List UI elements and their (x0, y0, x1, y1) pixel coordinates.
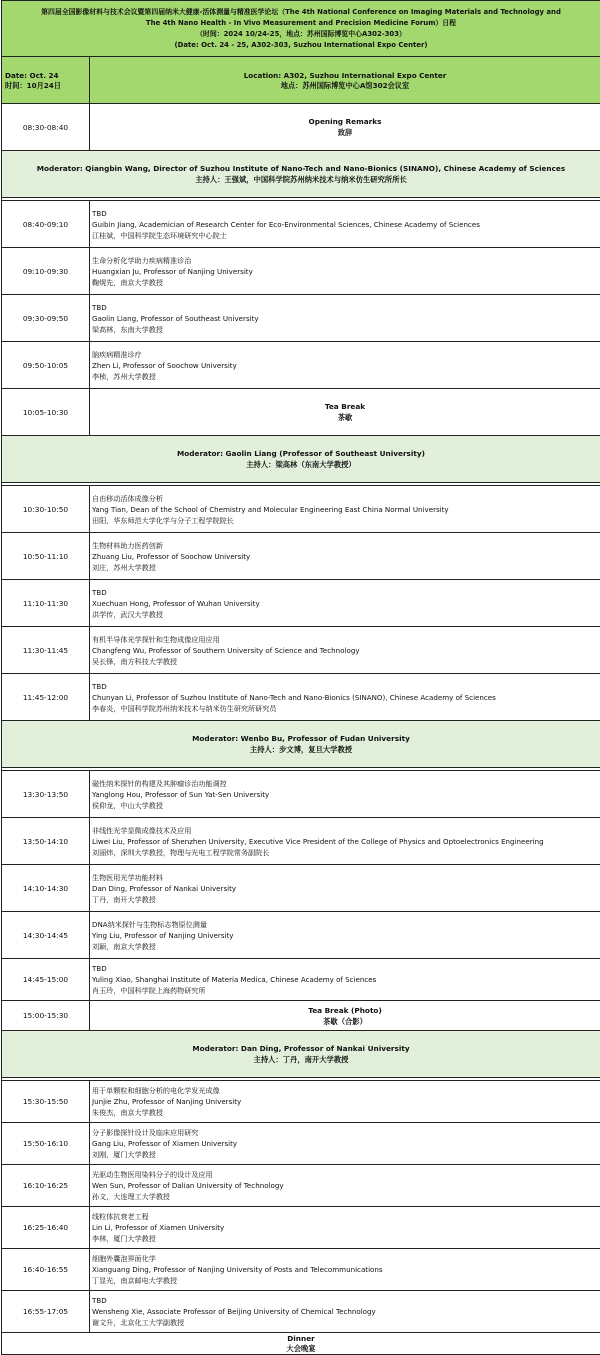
talk-cell (90, 248, 600, 294)
talk-row (2, 486, 600, 533)
talk-cell (90, 627, 600, 673)
time-cell: 09:30-09:50 (2, 295, 90, 341)
time-cell: 11:45-12:00 (2, 674, 90, 720)
date-cell (2, 57, 90, 103)
moderator-row (2, 151, 600, 198)
break-cell (90, 1001, 600, 1030)
speaker-cn: 谢文升，北京化工大学副教授 (92, 1318, 185, 1327)
speaker-cn: 李林，厦门大学教授 (92, 1234, 156, 1243)
speaker-en: Junjie Zhu, Professor of Nanjing University (92, 1097, 242, 1106)
dinner-title-en: Dinner (287, 1333, 315, 1343)
speaker-en: Zhen Li, Professor of Soochow University (92, 360, 237, 370)
moderator-row (2, 1031, 600, 1078)
time-cell: 09:50-10:05 (2, 342, 90, 388)
talk-row (2, 1165, 600, 1207)
session-block-1 (2, 201, 600, 389)
schedule-table (1, 0, 600, 1355)
talk-cell (90, 674, 600, 720)
talk-title: 生物材料助力医药创新 (92, 540, 163, 550)
moderator-cn: 主持人：王强斌，中国科学院苏州纳米技术与纳米仿生研究所所长 (195, 175, 407, 184)
header-line-3: （时间：2024 10/24-25，地点：苏州国际博览中心A302-303） (196, 30, 406, 38)
speaker-cn: 江桂斌，中国科学院生态环境研究中心院士 (92, 230, 227, 240)
talk-title: 生物医用光学功能材料 (92, 872, 163, 882)
talk-row (2, 959, 600, 1001)
speaker-cn: 鞠熀先，南京大学教授 (92, 277, 163, 287)
speaker-en: Changfeng Wu, Professor of Southern University of Science and Technology (92, 645, 360, 655)
speaker-cn: 梁高林，东南大学教授 (92, 324, 163, 334)
speaker-en: Guibin Jiang, Academician of Research Center for Eco-Environmental Sciences, Chinese Academy of Sciences (92, 219, 480, 229)
time-cell: 16:25-16:40 (2, 1207, 90, 1248)
speaker-en: Zhuang Liu, Professor of Soochow University (92, 551, 251, 561)
conference-header (2, 0, 600, 57)
opening-row (2, 104, 600, 151)
talk-cell (90, 912, 600, 958)
talk-row (2, 1123, 600, 1165)
talk-row (2, 533, 600, 580)
speaker-en: Lin Li, Professor of Xiamen University (92, 1223, 225, 1232)
time-cell: 14:30-14:45 (2, 912, 90, 958)
talk-row (2, 295, 600, 342)
time-cell: 13:50-14:10 (2, 818, 90, 864)
time-cell: 16:55-17:05 (2, 1291, 90, 1332)
speaker-en: Gang Liu, Professor of Xiamen University (92, 1139, 238, 1148)
time-cell: 11:30-11:45 (2, 627, 90, 673)
talk-title: TBD (92, 302, 107, 312)
speaker-en: Xuechuan Hong, Professor of Wuhan University (92, 598, 260, 608)
speaker-cn: 吴长锋，南方科技大学教授 (92, 656, 178, 666)
talk-cell (90, 818, 600, 864)
speaker-cn: 洪学传，武汉大学教授 (92, 609, 163, 619)
location-cell (90, 57, 600, 103)
break-title-en: Tea Break (Photo) (308, 1005, 382, 1015)
speaker-en: Huangxian Ju, Professor of Nanjing University (92, 266, 253, 276)
talk-row (2, 1081, 600, 1123)
talk-row (2, 248, 600, 295)
talk-cell (90, 771, 600, 817)
opening-cell (90, 104, 600, 150)
speaker-cn: 肖玉玲，中国科学院上海药物研究所 (92, 986, 206, 995)
talk-row (2, 1207, 600, 1249)
talk-title: TBD (92, 208, 107, 218)
talk-title: 脑疾病精准诊疗 (92, 349, 142, 359)
talk-cell (90, 1291, 600, 1332)
time-cell: 14:10-14:30 (2, 865, 90, 911)
time-cell: 15:00-15:30 (2, 1001, 90, 1030)
speaker-cn: 朱俊杰，南京大学教授 (92, 1108, 163, 1117)
talk-cell (90, 865, 600, 911)
moderator-cn: 主持人：步文博，复旦大学教授 (249, 745, 353, 754)
talk-row (2, 342, 600, 389)
talk-cell (90, 295, 600, 341)
talk-row (2, 865, 600, 912)
speaker-cn: 孙文，大连理工大学教授 (92, 1192, 171, 1201)
speaker-en: Wensheng Xie, Associate Professor of Beijing University of Chemical Technology (92, 1307, 376, 1316)
break-title-en: Tea Break (324, 402, 366, 411)
time-cell: 15:30-15:50 (2, 1081, 90, 1122)
header-line-4: (Date: Oct. 24 - 25, A302-303, Suzhou International Expo Center) (174, 41, 428, 49)
talk-cell (90, 580, 600, 626)
talk-row (2, 580, 600, 627)
speaker-en: Yanglong Hou, Professor of Sun Yat-Sen University (92, 789, 270, 799)
talk-title: 线粒体抗衰老工程 (92, 1212, 149, 1221)
time-cell: 16:10-16:25 (2, 1165, 90, 1206)
talk-cell (90, 201, 600, 247)
moderator-row (2, 436, 600, 483)
break-cell (90, 389, 600, 435)
talk-title: TBD (92, 681, 107, 691)
talk-title: 非线性光学显微成像技术及应用 (92, 825, 192, 835)
session-block-3 (2, 771, 600, 1001)
speaker-en: Ying Liu, Professor of Nanjing University (92, 930, 234, 940)
moderator-en: Moderator: Qiangbin Wang, Director of Suzhou Institute of Nano-Tech and Nano-Bionics (SINANO), Chinese Academy of Sciences (36, 164, 566, 173)
speaker-cn: 丁丹，南开大学教授 (92, 894, 156, 904)
time-cell: 14:45-15:00 (2, 959, 90, 1000)
header-line-1: 第四届全国影像材料与技术会议暨第四届纳米大健康-活体测量与精准医学论坛（The 4th National Conference on Imaging Materials and Technology and (41, 8, 561, 16)
time-cell: 16:40-16:55 (2, 1249, 90, 1290)
moderator-en: Moderator: Gaolin Liang (Professor of Southeast University) (177, 449, 425, 458)
time-cell: 08:40-09:10 (2, 201, 90, 247)
opening-title-cn: 致辞 (337, 128, 353, 137)
moderator-cn: 主持人：梁高林（东南大学教授） (246, 460, 356, 469)
talk-cell (90, 1249, 600, 1290)
session-block-4 (2, 1081, 600, 1333)
speaker-cn: 李桢，苏州大学教授 (92, 371, 156, 381)
talk-row (2, 818, 600, 865)
talk-title: 磁性纳米探针的构建及其肿瘤诊治功能调控 (92, 778, 227, 788)
talk-title: 细胞外囊泡界面化学 (92, 1254, 156, 1263)
moderator-en: Moderator: Wenbo Bu, Professor of Fudan University (192, 734, 410, 743)
talk-title: 有机半导体光学探针和生物成像应用应用 (92, 634, 220, 644)
speaker-en: Xianguang Ding, Professor of Nanjing University of Posts and Telecommunications (92, 1265, 383, 1274)
speaker-cn: 刘丽炜，深圳大学教授，物理与光电工程学院常务副院长 (92, 847, 270, 857)
dinner-title-cn: 大会晚宴 (286, 1343, 316, 1353)
speaker-en: Wen Sun, Professor of Dalian University of Technology (92, 1181, 284, 1190)
talk-cell (90, 486, 600, 532)
location-en: Location: A302, Suzhou International Expo Center (243, 71, 447, 80)
speaker-en: Dan Ding, Professor of Nankai University (92, 883, 237, 893)
date-location-row (2, 57, 600, 104)
talk-cell (90, 1207, 600, 1248)
talk-cell (90, 1081, 600, 1122)
speaker-cn: 李春炎，中国科学院苏州纳米技术与纳米仿生研究所研究员 (92, 703, 277, 713)
speaker-cn: 刘庄，苏州大学教授 (92, 562, 156, 572)
speaker-en: Yang Tian, Dean of the School of Chemistry and Molecular Engineering East China Normal University (92, 504, 449, 514)
time-cell: 13:30-13:50 (2, 771, 90, 817)
date-en: Date: Oct. 24 (5, 71, 59, 80)
talk-title: 生命分析化学助力疾病精准诊治 (92, 255, 192, 265)
time-cell: 15:50-16:10 (2, 1123, 90, 1164)
time-cell: 09:10-09:30 (2, 248, 90, 294)
speaker-en: Gaolin Liang, Professor of Southeast University (92, 313, 259, 323)
talk-title: TBD (92, 1296, 107, 1305)
moderator-row (2, 721, 600, 768)
dinner-row (2, 1333, 600, 1355)
talk-row (2, 1249, 600, 1291)
tea-break-row (2, 1001, 600, 1031)
time-cell: 10:05-10:30 (2, 389, 90, 435)
header-line-2: The 4th Nano Health - In Vivo Measurement and Precision Medicine Forum）日程 (145, 19, 457, 27)
moderator-cn: 主持人：丁丹，南开大学教授 (253, 1055, 349, 1064)
time-cell: 10:30-10:50 (2, 486, 90, 532)
talk-row (2, 771, 600, 818)
time-cell: 08:30-08:40 (2, 104, 90, 150)
talk-row (2, 674, 600, 721)
speaker-cn: 刘颖，南京大学教授 (92, 941, 156, 951)
date-cn: 时间：10月24日 (5, 81, 61, 90)
talk-row (2, 1291, 600, 1333)
time-cell: 10:50-11:10 (2, 533, 90, 579)
opening-title-en: Opening Remarks (308, 117, 382, 126)
talk-row (2, 201, 600, 248)
speaker-en: Liwei Liu, Professor of Shenzhen University, Executive Vice President of the College of Physics and Optoelectronics Engineering (92, 836, 544, 846)
talk-title: 用于单颗粒和细胞分析的电化学发光成像 (92, 1086, 220, 1095)
talk-row (2, 627, 600, 674)
talk-cell (90, 1123, 600, 1164)
speaker-cn: 田阳，华东师范大学化学与分子工程学院院长 (92, 515, 234, 525)
location-cn: 地点：苏州国际博览中心A馆302会议室 (280, 81, 410, 90)
talk-title: 分子影像探针设计及临床应用研究 (92, 1128, 199, 1137)
talk-row (2, 912, 600, 959)
talk-title: 自由移动活体成像分析 (92, 493, 163, 503)
speaker-en: Yuling Xiao, Shanghai Institute of Materia Medica, Chinese Academy of Sciences (92, 975, 377, 984)
talk-cell (90, 342, 600, 388)
talk-cell (90, 533, 600, 579)
talk-title: 光驱动生物医用染料分子的设计及应用 (92, 1170, 213, 1179)
speaker-cn: 侯仰龙，中山大学教授 (92, 800, 163, 810)
speaker-cn: 刘刚，厦门大学教授 (92, 1150, 156, 1159)
talk-cell (90, 1165, 600, 1206)
time-cell: 11:10-11:30 (2, 580, 90, 626)
break-title-cn: 茶歇 (337, 413, 353, 422)
talk-cell (90, 959, 600, 1000)
break-title-cn: 茶歇（合影） (323, 1016, 367, 1026)
talk-title: TBD (92, 964, 107, 973)
moderator-en: Moderator: Dan Ding, Professor of Nankai University (192, 1044, 410, 1053)
speaker-cn: 丁显光，南京邮电大学教授 (92, 1276, 178, 1285)
talk-title: TBD (92, 587, 107, 597)
talk-title: DNA纳米探针与生物标志物原位测量 (92, 919, 207, 929)
speaker-en: Chunyan Li, Professor of Suzhou Institute of Nano-Tech and Nano-Bionics (SINANO), Chinese Academy of Sciences (92, 692, 496, 702)
tea-break-row (2, 389, 600, 436)
session-block-2 (2, 486, 600, 721)
